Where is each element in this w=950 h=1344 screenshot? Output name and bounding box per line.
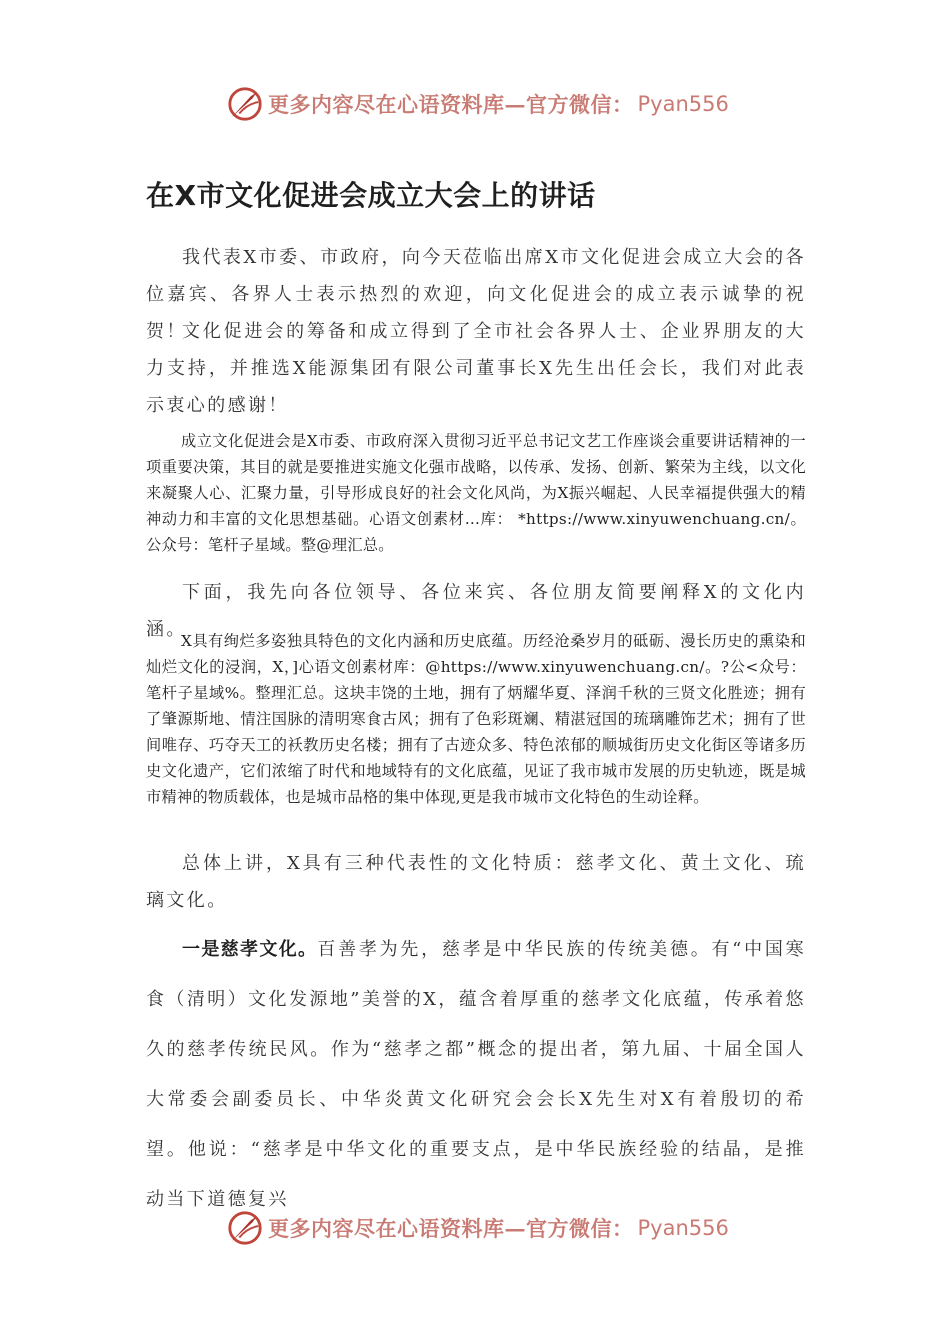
header-banner-text: 更多内容尽在心语资料库—官方微信：: [268, 92, 634, 117]
footer-banner: [226, 1206, 729, 1250]
pen-nib-logo-icon: [226, 1209, 264, 1247]
paragraph-purpose: 成立文化促进会是X市委、市政府深入贯彻习近平总书记文艺工作座谈会重要讲话精神的一项重要决策，其目的就是要推进实施文化强市战略，以传承、发扬、创新、繁荣为主线，以文化来凝聚人心、汇聚力量，引导形成良好的社会文化风尚，为X振兴崛起、人民幸福提供强大的精神动力和丰富的文化思想基础。心语文创素材…库： *https://www.xinyuwenchuang.cn/。公众号：笔杆子星域。整@理汇总。: [146, 432, 806, 554]
paragraph-heritage: X具有绚烂多姿独具特色的文化内涵和历史底蕴。历经沧桑岁月的砥砺、漫长历史的熏染和灿烂文化的浸润，X，]心语文创素材库：@https://www.xinyuwenchuang.cn/。?公<众号：笔杆子星域%。整理汇总。这块丰饶的土地，拥有了炳耀华夏、泽润千秋的三贤文化胜迹；拥有了肇源斯地、情注国脉的清明寒食古风；拥有了色彩斑斓、精湛冠国的琉璃雕饰艺术；拥有了世间唯存、巧夺天工的袄教历史名楼；拥有了古迹众多、特色浓郁的顺城街历史文化街区等诸多历史文化遗产，它们浓缩了时代和地域特有的文化底蕴，见证了我市城市发展的历史轨迹，既是城市精神的物质载体，也是城市品格的集中体现,更是我市城市文化特色的生动诠释。: [146, 632, 806, 806]
header-wechat-id: Pyan556: [637, 92, 729, 116]
pen-nib-logo-icon: [226, 85, 264, 123]
paragraph-thanks: 文化促进会的筹备和成立得到了全市社会各界人士、企业界朋友的大力支持，并推选X能源集团有限公司董事长X先生出任会长，我们对此表示衷心的感谢！: [146, 321, 806, 416]
document-title: 在X市文化促进会成立大会上的讲话: [146, 179, 596, 212]
footer-banner-text: 更多内容尽在心语资料库—官方微信：: [268, 1216, 634, 1241]
paragraph-intro: 下面，我先向各位领导、各位来宾、各位朋友简要阐释X的文化内涵。: [146, 582, 806, 640]
paragraph-three-traits: 总体上讲，X具有三种代表性的文化特质：慈孝文化、黄土文化、琉璃文化。: [146, 853, 806, 911]
footer-wechat-id: Pyan556: [637, 1216, 729, 1240]
paragraph-filial-body: 百善孝为先，慈孝是中华民族的传统美德。有“中国寒食（清明）文化发源地”美誉的X，蕴含着厚重的慈孝文化底蕴，传承着悠久的慈孝传统民风。作为“慈孝之都”概念的提出者，第九届、十届全国人大常委会副委员长、中华炎黄文化研究会会长X先生对X有着殷切的希望。他说：“慈孝是中华文化的重要支点，是中华民族经验的结晶，是推动当下道德复兴: [146, 939, 807, 1210]
paragraph-filial-culture: [146, 925, 806, 1225]
section-lead-filial: 一是慈孝文化。: [182, 939, 318, 960]
paragraph-welcome: 我代表X市委、市政府，向今天莅临出席X市文化促进会成立大会的各位嘉宾、各界人士表示热烈的欢迎，向文化促进会的成立表示诚挚的祝贺！: [146, 247, 806, 342]
header-banner: [226, 82, 729, 126]
